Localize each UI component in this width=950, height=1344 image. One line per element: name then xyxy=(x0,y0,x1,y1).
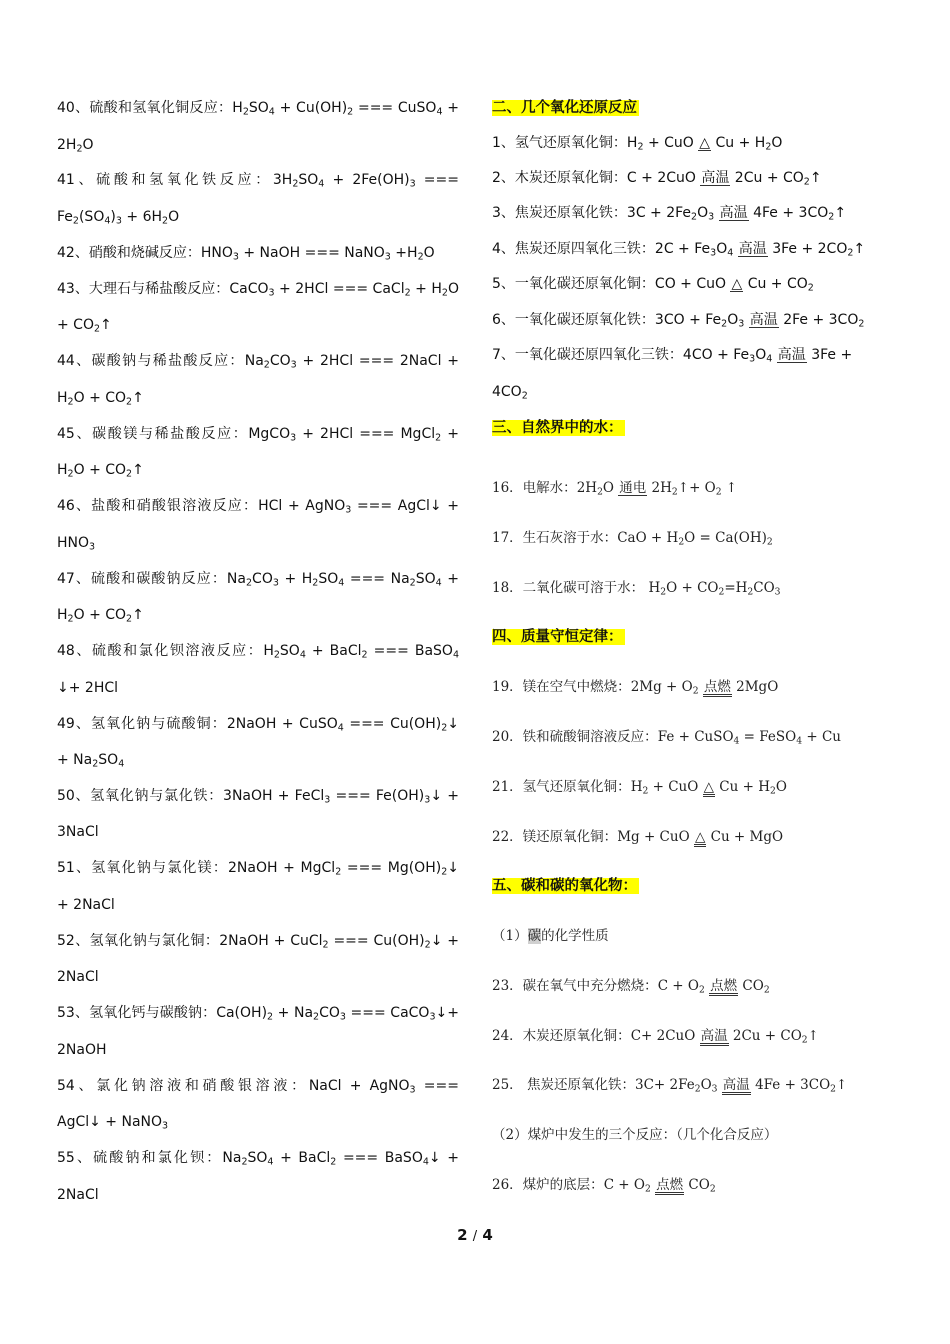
equation-16: 16．电解水：$2H_2O$ 通电 $2H_2↑+ O_2$ ↑ xyxy=(492,480,738,498)
equation-51-cont: + 2NaCl xyxy=(57,897,115,913)
equation-44: 44、碳酸钠与稀盐酸反应：$Na_2CO_3 + 2HCl$ === 2NaCl + xyxy=(57,353,459,371)
subsection-coal-stove: （2）煤炉中发生的三个反应：（几个化合反应） xyxy=(492,1127,778,1143)
equation-44-cont: $H_2O$ + $CO_2↑$ xyxy=(57,390,144,408)
equation-r3: 3、焦炭还原氧化铁：$3C + 2Fe_2O_3$ 高温 $4Fe + 3CO_2↑$ xyxy=(492,205,847,223)
equation-41-cont: $Fe_2(SO_4)_3 + 6H_2O$ xyxy=(57,209,180,227)
equation-53-cont: 2NaOH xyxy=(57,1042,107,1058)
equation-49: 49、氢氧化钠与硫酸铜：2NaOH + CuSO$_4$ === $Cu(OH)_2↓$ xyxy=(57,716,459,734)
equation-51: 51、氢氧化钠与氯化镁：2NaOH + MgCl$_2$ === $Mg(OH)_2↓$ xyxy=(57,860,459,878)
equation-47: 47、硫酸和碳酸钠反应：$Na_2CO_3 + H_2SO_4$ === $Na_2SO_4$ + xyxy=(57,571,459,589)
equation-53: 53、氢氧化钙与碳酸钠：$Ca(OH)_2 + Na_2CO_3$ === CaCO$_3$↓+ xyxy=(57,1005,459,1023)
equation-18: 18．二氧化碳可溶于水： $H_2O + CO_2=H_2CO_3$ xyxy=(492,580,781,598)
equation-41: 41、硫酸和氢氧化铁反应：$3H_2SO_4 + 2Fe(OH)_3$ === xyxy=(57,172,459,190)
equation-54-cont: AgCl↓ + NaNO$_3$ xyxy=(57,1114,169,1132)
equation-49-cont: + $Na_2SO_4$ xyxy=(57,752,125,770)
equation-42: 42、硝酸和烧碱反应：$HNO_3$ + NaOH === NaNO$_3$ $+H_2O$ xyxy=(57,245,435,263)
page-number xyxy=(0,1226,950,1244)
equation-23: 23．碳在氧气中充分燃烧：$C + O_2$ 点燃 $CO_2$ xyxy=(492,978,770,996)
equation-46-cont: $HNO_3$ xyxy=(57,535,96,553)
section-heading-mass: 四、质量守恒定律： xyxy=(492,629,623,645)
equation-r6: 6、一氧化碳还原氧化铁：$3CO + Fe_2O_3$ 高温 $2Fe + 3CO_2$ xyxy=(492,312,865,330)
equation-46: 46、盐酸和硝酸银溶液反应：HCl + AgNO$_3$ === AgCl↓ + xyxy=(57,498,459,516)
equation-43-cont: + $CO_2↑$ xyxy=(57,317,112,335)
section-heading-water: 三、自然界中的水： xyxy=(492,420,623,436)
equation-19: 19．镁在空气中燃烧：$2Mg + O_2$ 点燃 2MgO xyxy=(492,679,779,697)
equation-52: 52、氢氧化钠与氯化铜：2NaOH + CuCl$_2$ === $Cu(OH)_2↓$ + xyxy=(57,933,460,951)
equation-22: 22．镁还原氧化铜：Mg + CuO △ Cu + MgO xyxy=(492,829,784,845)
page-total: 4 xyxy=(482,1226,493,1244)
equation-54: 54、氯化钠溶液和硝酸银溶液：NaCl + AgNO$_3$ === xyxy=(57,1078,459,1096)
equation-21: 21．氢气还原氧化铜：$H_2$ + CuO △ $Cu + H_2O$ xyxy=(492,779,787,797)
equation-17: 17．生石灰溶于水：CaO + $H_2O = Ca(OH)_2$ xyxy=(492,530,773,548)
equation-47-cont: $H_2O$ + $CO_2↑$ xyxy=(57,607,144,625)
equation-26: 26．煤炉的底层：$C + O_2$ 点燃 $CO_2$ xyxy=(492,1177,716,1195)
equation-r5: 5、一氧化碳还原氧化铜：CO + CuO △ $Cu + CO_2$ xyxy=(492,276,814,294)
equation-45-cont: $H_2O$ + $CO_2↑$ xyxy=(57,462,144,480)
equation-24: 24．木炭还原氧化铜：C+ 2CuO 高温 $2Cu + CO_2↑$ xyxy=(492,1028,819,1046)
equation-48: 48、硫酸和氯化钡溶液反应：$H_2SO_4$ + BaCl$_2$ === BaSO$_4$ xyxy=(57,643,459,661)
subsection-carbon-properties: （1）碳的化学性质 xyxy=(492,928,609,944)
equation-50: 50、氢氧化钠与氯化铁：3NaOH + FeCl$_3$ === $Fe(OH)_3↓$ + xyxy=(57,788,460,806)
page-separator: / xyxy=(472,1229,478,1244)
equation-45: 45、碳酸镁与稀盐酸反应：MgCO$_3$ + 2HCl === MgCl$_2$ + xyxy=(57,426,459,444)
equation-r2: 2、木炭还原氧化铜：C + 2CuO 高温 $2Cu + CO_2↑$ xyxy=(492,170,822,188)
equation-43: 43、大理石与稀盐酸反应：CaCO$_3$ + 2HCl === CaCl$_2$ + $H_2O$ xyxy=(57,281,459,299)
equation-40-cont: $2H_2O$ xyxy=(57,137,94,155)
equation-55-cont: 2NaCl xyxy=(57,1187,99,1203)
equation-r7: 7、一氧化碳还原四氧化三铁：$4CO + Fe_3O_4$ 高温 3Fe + xyxy=(492,347,853,365)
equation-50-cont: 3NaCl xyxy=(57,824,99,840)
equation-48-cont: ↓+ 2HCl xyxy=(57,680,119,696)
equation-r1: 1、氢气还原氧化铜：$H_2$ + CuO △ $Cu + H_2O$ xyxy=(492,135,783,153)
equation-r7-cont: $4CO_2$ xyxy=(492,384,528,402)
equation-52-cont: 2NaCl xyxy=(57,969,99,985)
equation-20: 20．铁和硫酸铜溶液反应：Fe + CuSO$_4$ = FeSO$_4$ + Cu xyxy=(492,729,841,747)
equation-25: 25． 焦炭还原氧化铁：$3C+ 2Fe_2O_3$ 高温 $4Fe + 3CO_2↑$ xyxy=(492,1077,848,1095)
section-heading-redox: 二、几个氧化还原反应 xyxy=(492,100,637,116)
equation-r4: 4、焦炭还原四氧化三铁：$2C + Fe_3O_4$ 高温 $3Fe + 2CO_2↑$ xyxy=(492,241,866,259)
section-heading-carbon: 五、碳和碳的氧化物： xyxy=(492,878,637,894)
equation-55: 55、硫酸钠和氯化钡：$Na_2SO_4$ + BaCl$_2$ === BaSO$_4$↓ + xyxy=(57,1150,459,1168)
equation-40: 40、硫酸和氢氧化铜反应：$H_2SO_4 + Cu(OH)_2$ === CuSO$_4$ + xyxy=(57,100,459,118)
page-current: 2 xyxy=(457,1226,468,1244)
